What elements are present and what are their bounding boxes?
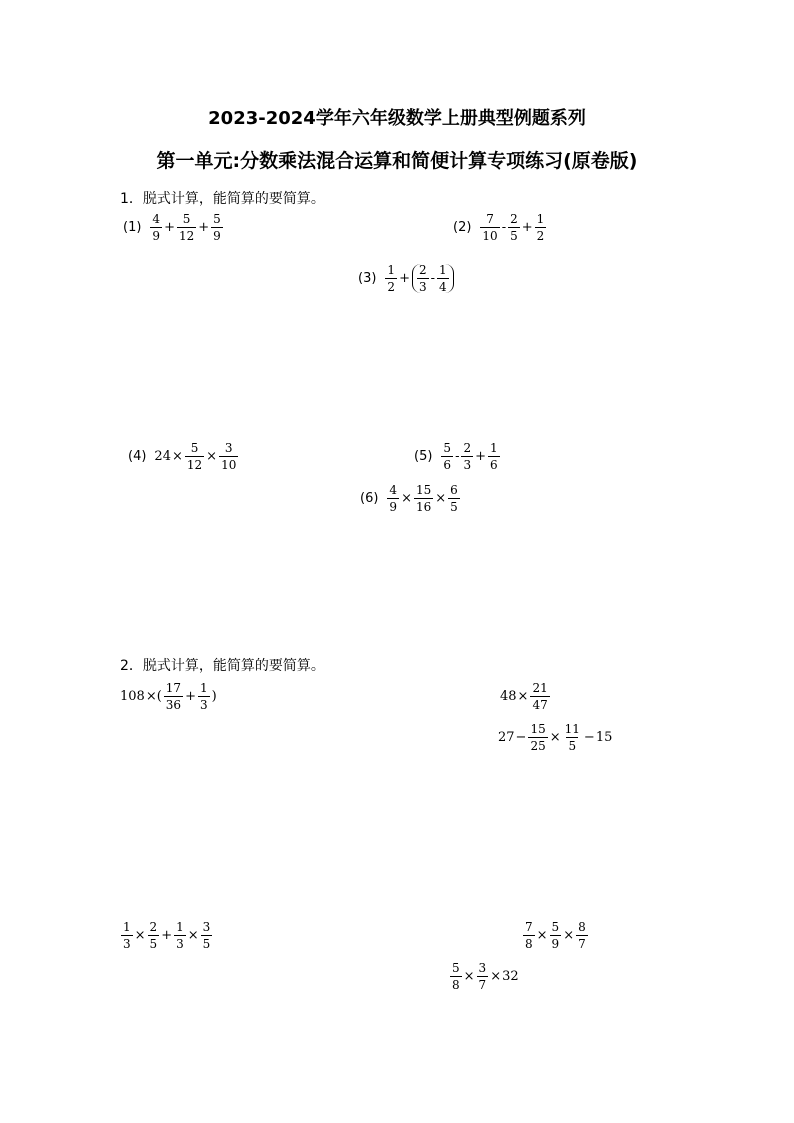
closing-paren: ) [211, 689, 217, 704]
fraction: $\frac{17}{36}$ [165, 681, 182, 712]
item-label: (1) [123, 220, 142, 235]
operator: × [435, 491, 447, 506]
fraction: $\frac{4}{9}$ [389, 483, 398, 514]
q1-item-5 [414, 442, 501, 471]
operator: × [490, 969, 502, 984]
fraction: $\frac{2}{5}$ [510, 212, 518, 243]
operator: + [161, 928, 173, 943]
q2-item-4 [120, 921, 213, 950]
fraction: $\frac{2}{3}$ [463, 441, 472, 472]
operator: + [399, 271, 410, 286]
operator: - [501, 220, 507, 235]
operator: + [521, 220, 533, 235]
operator: − [515, 730, 527, 745]
operator: × [463, 969, 475, 984]
fraction: $\frac{7}{8}$ [525, 920, 533, 951]
q2-item-1 [120, 682, 218, 711]
q2-item-6 [449, 962, 519, 991]
parentheses [412, 264, 454, 293]
fraction: $\frac{2}{5}$ [149, 920, 158, 951]
operator: × [206, 449, 218, 464]
fraction: $\frac{1}{4}$ [439, 263, 447, 294]
fraction: $\frac{7}{10}$ [482, 212, 498, 243]
fraction: $\frac{3}{10}$ [221, 441, 237, 472]
operator: - [430, 271, 436, 286]
item-label: (4) [128, 449, 147, 464]
fraction: $\frac{6}{5}$ [450, 483, 458, 514]
fraction: $\frac{4}{9}$ [152, 212, 161, 243]
q1-item-1 [123, 213, 224, 242]
operator: × [171, 449, 183, 464]
item-label: (3) [358, 271, 377, 286]
operator: × [134, 928, 146, 943]
worksheet-subtitle: 第一单元:分数乘法混合运算和简便计算专项练习(原卷版) [156, 150, 638, 172]
integer: 108 [120, 689, 145, 704]
operator: − [583, 730, 595, 745]
fraction: $\frac{5}{8}$ [452, 961, 460, 992]
operator: ×( [145, 689, 162, 704]
fraction: $\frac{2}{3}$ [418, 263, 427, 294]
fraction: $\frac{5}{9}$ [213, 212, 221, 243]
integer: 48 [500, 689, 517, 704]
integer: 32 [502, 969, 519, 984]
item-label: (6) [360, 491, 379, 506]
operator: + [198, 220, 210, 235]
operator: + [164, 220, 175, 235]
fraction: $\frac{15}{16}$ [415, 483, 432, 514]
question-2-prompt: 2．脱式计算，能简算的要简算。 [120, 658, 325, 674]
question-1-prompt: 1．脱式计算，能简算的要简算。 [120, 191, 325, 207]
fraction: $\frac{1}{6}$ [490, 441, 498, 472]
fraction: $\frac{15}{25}$ [530, 722, 546, 753]
worksheet-title: 2023-2024学年六年级数学上册典型例题系列 [208, 108, 586, 129]
operator: × [517, 689, 529, 704]
integer: 15 [595, 730, 613, 745]
fraction: $\frac{21}{47}$ [532, 681, 548, 712]
operator: × [401, 491, 412, 506]
fraction: $\frac{5}{12}$ [186, 441, 203, 472]
operator: × [563, 928, 575, 943]
fraction: $\frac{3}{5}$ [202, 920, 211, 951]
operator: + [475, 449, 487, 464]
fraction: $\frac{1}{2}$ [536, 212, 545, 243]
integer: 24 [154, 449, 171, 464]
operator: × [536, 928, 548, 943]
q1-item-4 [128, 442, 239, 471]
q1-item-6 [360, 484, 461, 513]
operator: × [549, 730, 561, 745]
fraction: $\frac{11}{5}$ [564, 722, 580, 753]
fraction: $\frac{5}{6}$ [443, 441, 452, 472]
fraction: $\frac{8}{7}$ [578, 920, 586, 951]
fraction: $\frac{1}{2}$ [387, 263, 396, 294]
fraction: $\frac{5}{12}$ [178, 212, 195, 243]
operator: - [455, 449, 460, 464]
fraction: $\frac{1}{3}$ [123, 920, 131, 951]
operator: × [187, 928, 199, 943]
operator: + [185, 689, 196, 704]
integer: 27 [498, 730, 515, 745]
item-label: (2) [453, 220, 472, 235]
q1-item-3 [358, 264, 455, 293]
q2-item-5 [522, 921, 589, 950]
q1-item-2 [453, 213, 547, 242]
q2-item-2 [500, 682, 551, 711]
item-label: (5) [414, 449, 433, 464]
fraction: $\frac{5}{9}$ [551, 920, 560, 951]
fraction: $\frac{1}{3}$ [176, 920, 184, 951]
fraction: $\frac{1}{3}$ [199, 681, 208, 712]
q2-item-3 [498, 723, 612, 752]
fraction: $\frac{3}{7}$ [478, 961, 487, 992]
